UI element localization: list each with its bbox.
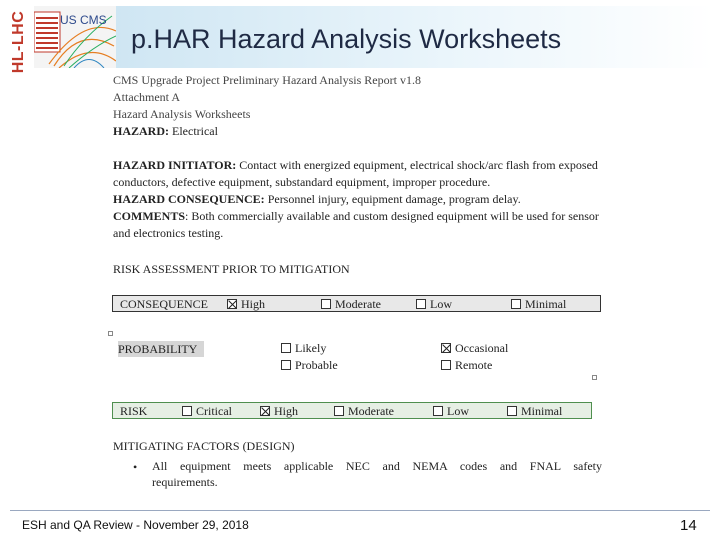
- risk-row: [112, 402, 592, 419]
- consequence-label: HAZARD CONSEQUENCE:: [113, 192, 265, 206]
- attachment-label: Attachment A: [113, 90, 180, 104]
- footer-divider: [10, 510, 710, 511]
- bullet-icon: •: [133, 460, 138, 474]
- hazard-value: Electrical: [172, 124, 218, 138]
- comments: [113, 208, 605, 242]
- checkbox-icon[interactable]: [281, 360, 291, 370]
- mitigating-bullet-line1: All equipment meets applicable NEC and NEMA codes and FNAL safety: [152, 459, 602, 473]
- handle-square-icon: [592, 375, 597, 380]
- checkbox-icon[interactable]: [511, 299, 521, 309]
- checkbox-icon[interactable]: [416, 299, 426, 309]
- checkbox-icon[interactable]: [433, 406, 443, 416]
- checkbox-icon[interactable]: [281, 343, 291, 353]
- checkbox-icon[interactable]: [321, 299, 331, 309]
- checkbox-checked-icon[interactable]: [260, 406, 270, 416]
- probability-label: PROBABILITY: [118, 341, 204, 357]
- checkbox-icon[interactable]: [507, 406, 517, 416]
- mitigating-heading: MITIGATING FACTORS (DESIGN): [113, 439, 295, 453]
- probability-option-probable[interactable]: Probable: [281, 357, 338, 374]
- comments-text: : Both commercially available and custom designed equipment will be used for sensor and electronics testing.: [113, 209, 599, 240]
- page-number: 14: [680, 517, 697, 534]
- consequence-option-high[interactable]: High: [227, 297, 265, 312]
- worksheet-label: Hazard Analysis Worksheets: [113, 107, 251, 121]
- hazard-consequence: [113, 191, 605, 208]
- consequence-option-moderate[interactable]: Moderate: [321, 297, 381, 312]
- cms-logo-text: US CMS: [60, 13, 107, 27]
- slide-title: p.HAR Hazard Analysis Worksheets: [131, 24, 562, 54]
- footer-text: ESH and QA Review - November 29, 2018: [22, 518, 249, 532]
- us-cms-logo: [34, 6, 116, 68]
- report-title: CMS Upgrade Project Preliminary Hazard Analysis Report v1.8: [113, 73, 421, 87]
- hazard-label: HAZARD:: [113, 124, 169, 138]
- consequence-row: [112, 295, 601, 312]
- comments-label: COMMENTS: [113, 209, 185, 223]
- hl-lhc-logo: [6, 6, 32, 74]
- initiator-text: Contact with energized equipment, electrical shock/arc flash from exposed conductors, defective equipment, substandard equipment, improper procedure.: [113, 158, 598, 189]
- probability-option-occasional[interactable]: Occasional: [441, 340, 508, 357]
- checkbox-checked-icon[interactable]: [441, 343, 451, 353]
- mitigating-bullet-line2: requirements.: [152, 475, 218, 489]
- consequence-option-minimal[interactable]: Minimal: [511, 297, 566, 312]
- consequence-option-low[interactable]: Low: [416, 297, 452, 312]
- risk-option-moderate[interactable]: Moderate: [334, 404, 394, 419]
- initiator-label: HAZARD INITIATOR:: [113, 158, 237, 172]
- risk-option-minimal[interactable]: Minimal: [507, 404, 562, 419]
- hazard-initiator: [113, 157, 605, 191]
- risk-option-critical[interactable]: Critical: [182, 404, 232, 419]
- checkbox-icon[interactable]: [182, 406, 192, 416]
- checkbox-icon[interactable]: [334, 406, 344, 416]
- risk-row-label: RISK: [120, 404, 148, 418]
- risk-prior-heading: RISK ASSESSMENT PRIOR TO MITIGATION: [113, 262, 350, 276]
- handle-square-icon: [108, 331, 113, 336]
- consequence-row-label: CONSEQUENCE: [120, 297, 209, 311]
- risk-option-low[interactable]: Low: [433, 404, 469, 419]
- consequence-text: Personnel injury, equipment damage, program delay.: [267, 192, 521, 206]
- probability-option-remote[interactable]: Remote: [441, 357, 492, 374]
- probability-option-likely[interactable]: Likely: [281, 340, 326, 357]
- checkbox-icon[interactable]: [441, 360, 451, 370]
- hazard-line: [113, 123, 218, 140]
- checkbox-checked-icon[interactable]: [227, 299, 237, 309]
- hl-lhc-logo-text: HL-LHC: [10, 10, 27, 74]
- risk-option-high[interactable]: High: [260, 404, 298, 419]
